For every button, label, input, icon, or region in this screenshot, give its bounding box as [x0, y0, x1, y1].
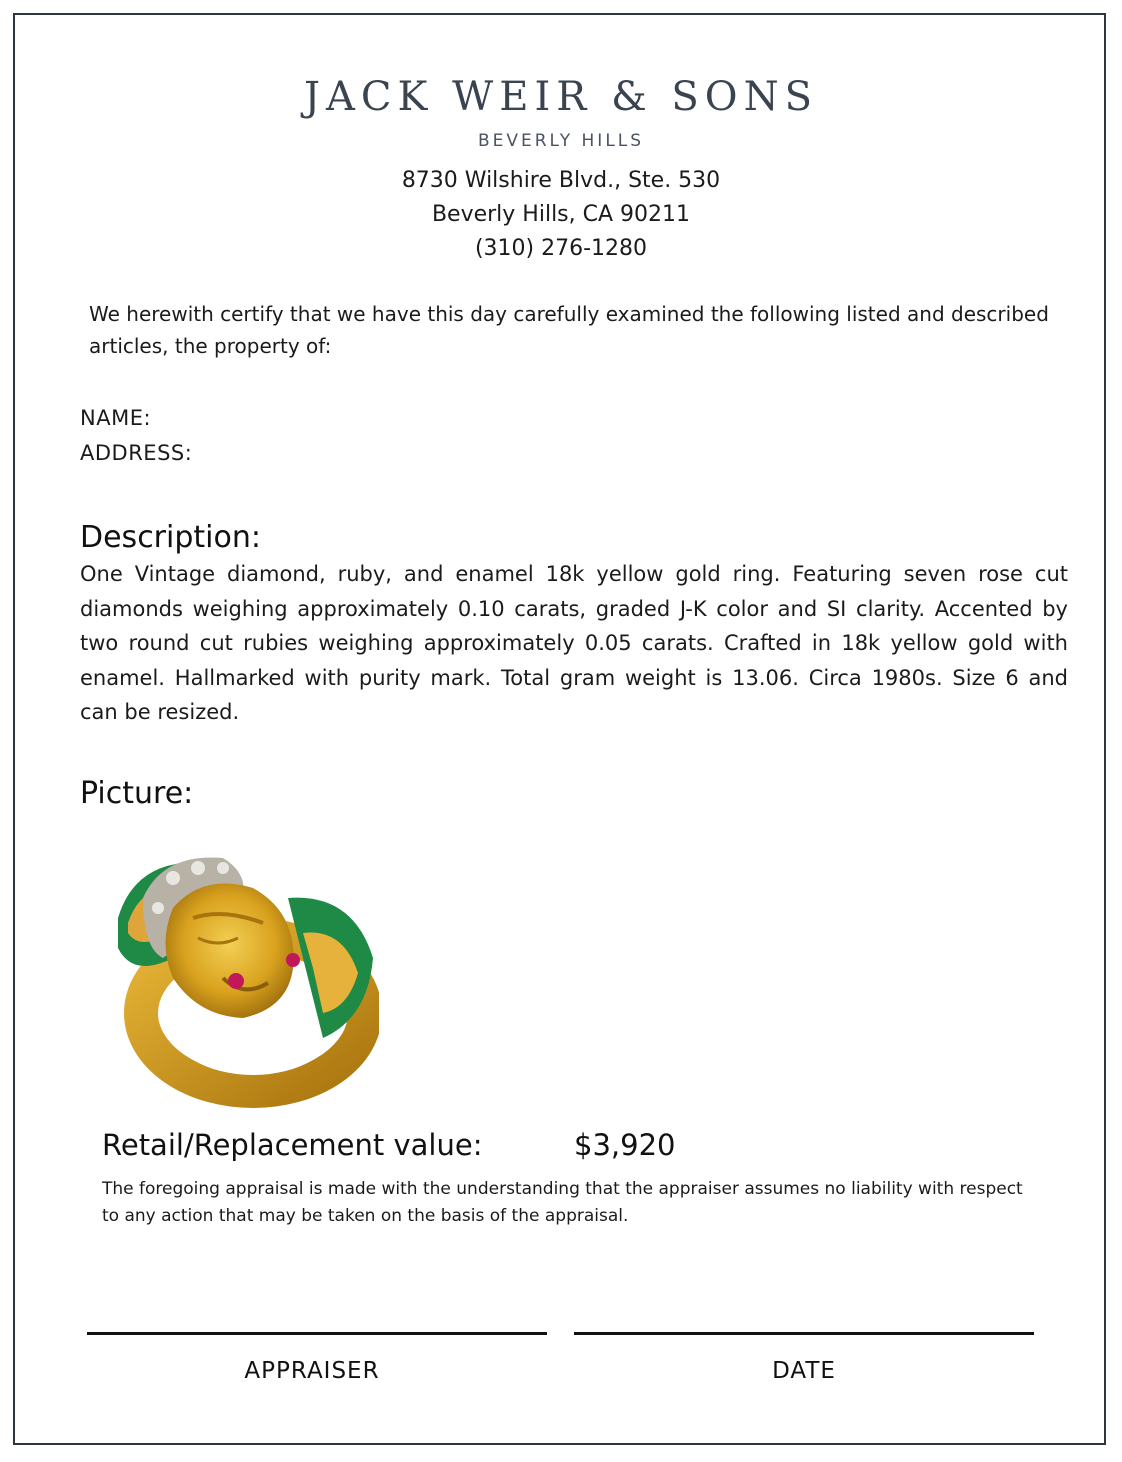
- certification-statement: We herewith certify that we have this day carefully examined the following listed and described articles, the property of:: [89, 302, 1049, 358]
- disclaimer-text: The foregoing appraisal is made with the understanding that the appraiser assumes no liability with respect to any action that may be taken on the basis of the appraisal.: [102, 1179, 1023, 1226]
- address-line-2: Beverly Hills, CA 90211: [431, 202, 691, 227]
- picture-heading: Picture:: [80, 776, 194, 811]
- name-label: NAME:: [80, 406, 152, 430]
- date-label: DATE: [772, 1358, 836, 1384]
- appraiser-label: APPRAISER: [244, 1358, 380, 1384]
- address-label: ADDRESS:: [80, 441, 193, 465]
- brand-location: BEVERLY HILLS: [477, 131, 645, 151]
- value-amount: $3,920: [574, 1128, 676, 1162]
- description-text: One Vintage diamond, ruby, and enamel 18k yellow gold ring. Featuring seven rose cut diamonds weighing approximately 0.10 carats, graded J-K color and SI clarity. Accented by two round cut rubies weighing approximately 0.05 carats. Crafted in 18k yellow gold with enamel. Hallmarked with purity mark. Total gram weight is 13.06. Circa 1980s. Size 6 and can be resized.: [80, 562, 1068, 724]
- phone-number: (310) 276-1280: [474, 236, 648, 261]
- address-line-1: 8730 Wilshire Blvd., Ste. 530: [401, 168, 721, 193]
- description-heading: Description:: [80, 520, 261, 555]
- date-signature-line: [574, 1332, 1034, 1335]
- value-label: Retail/Replacement value:: [102, 1128, 483, 1162]
- ring-photo: [103, 838, 379, 1108]
- brand-name: JACK WEIR & SONS: [304, 74, 818, 120]
- appraiser-signature-line: [87, 1332, 547, 1335]
